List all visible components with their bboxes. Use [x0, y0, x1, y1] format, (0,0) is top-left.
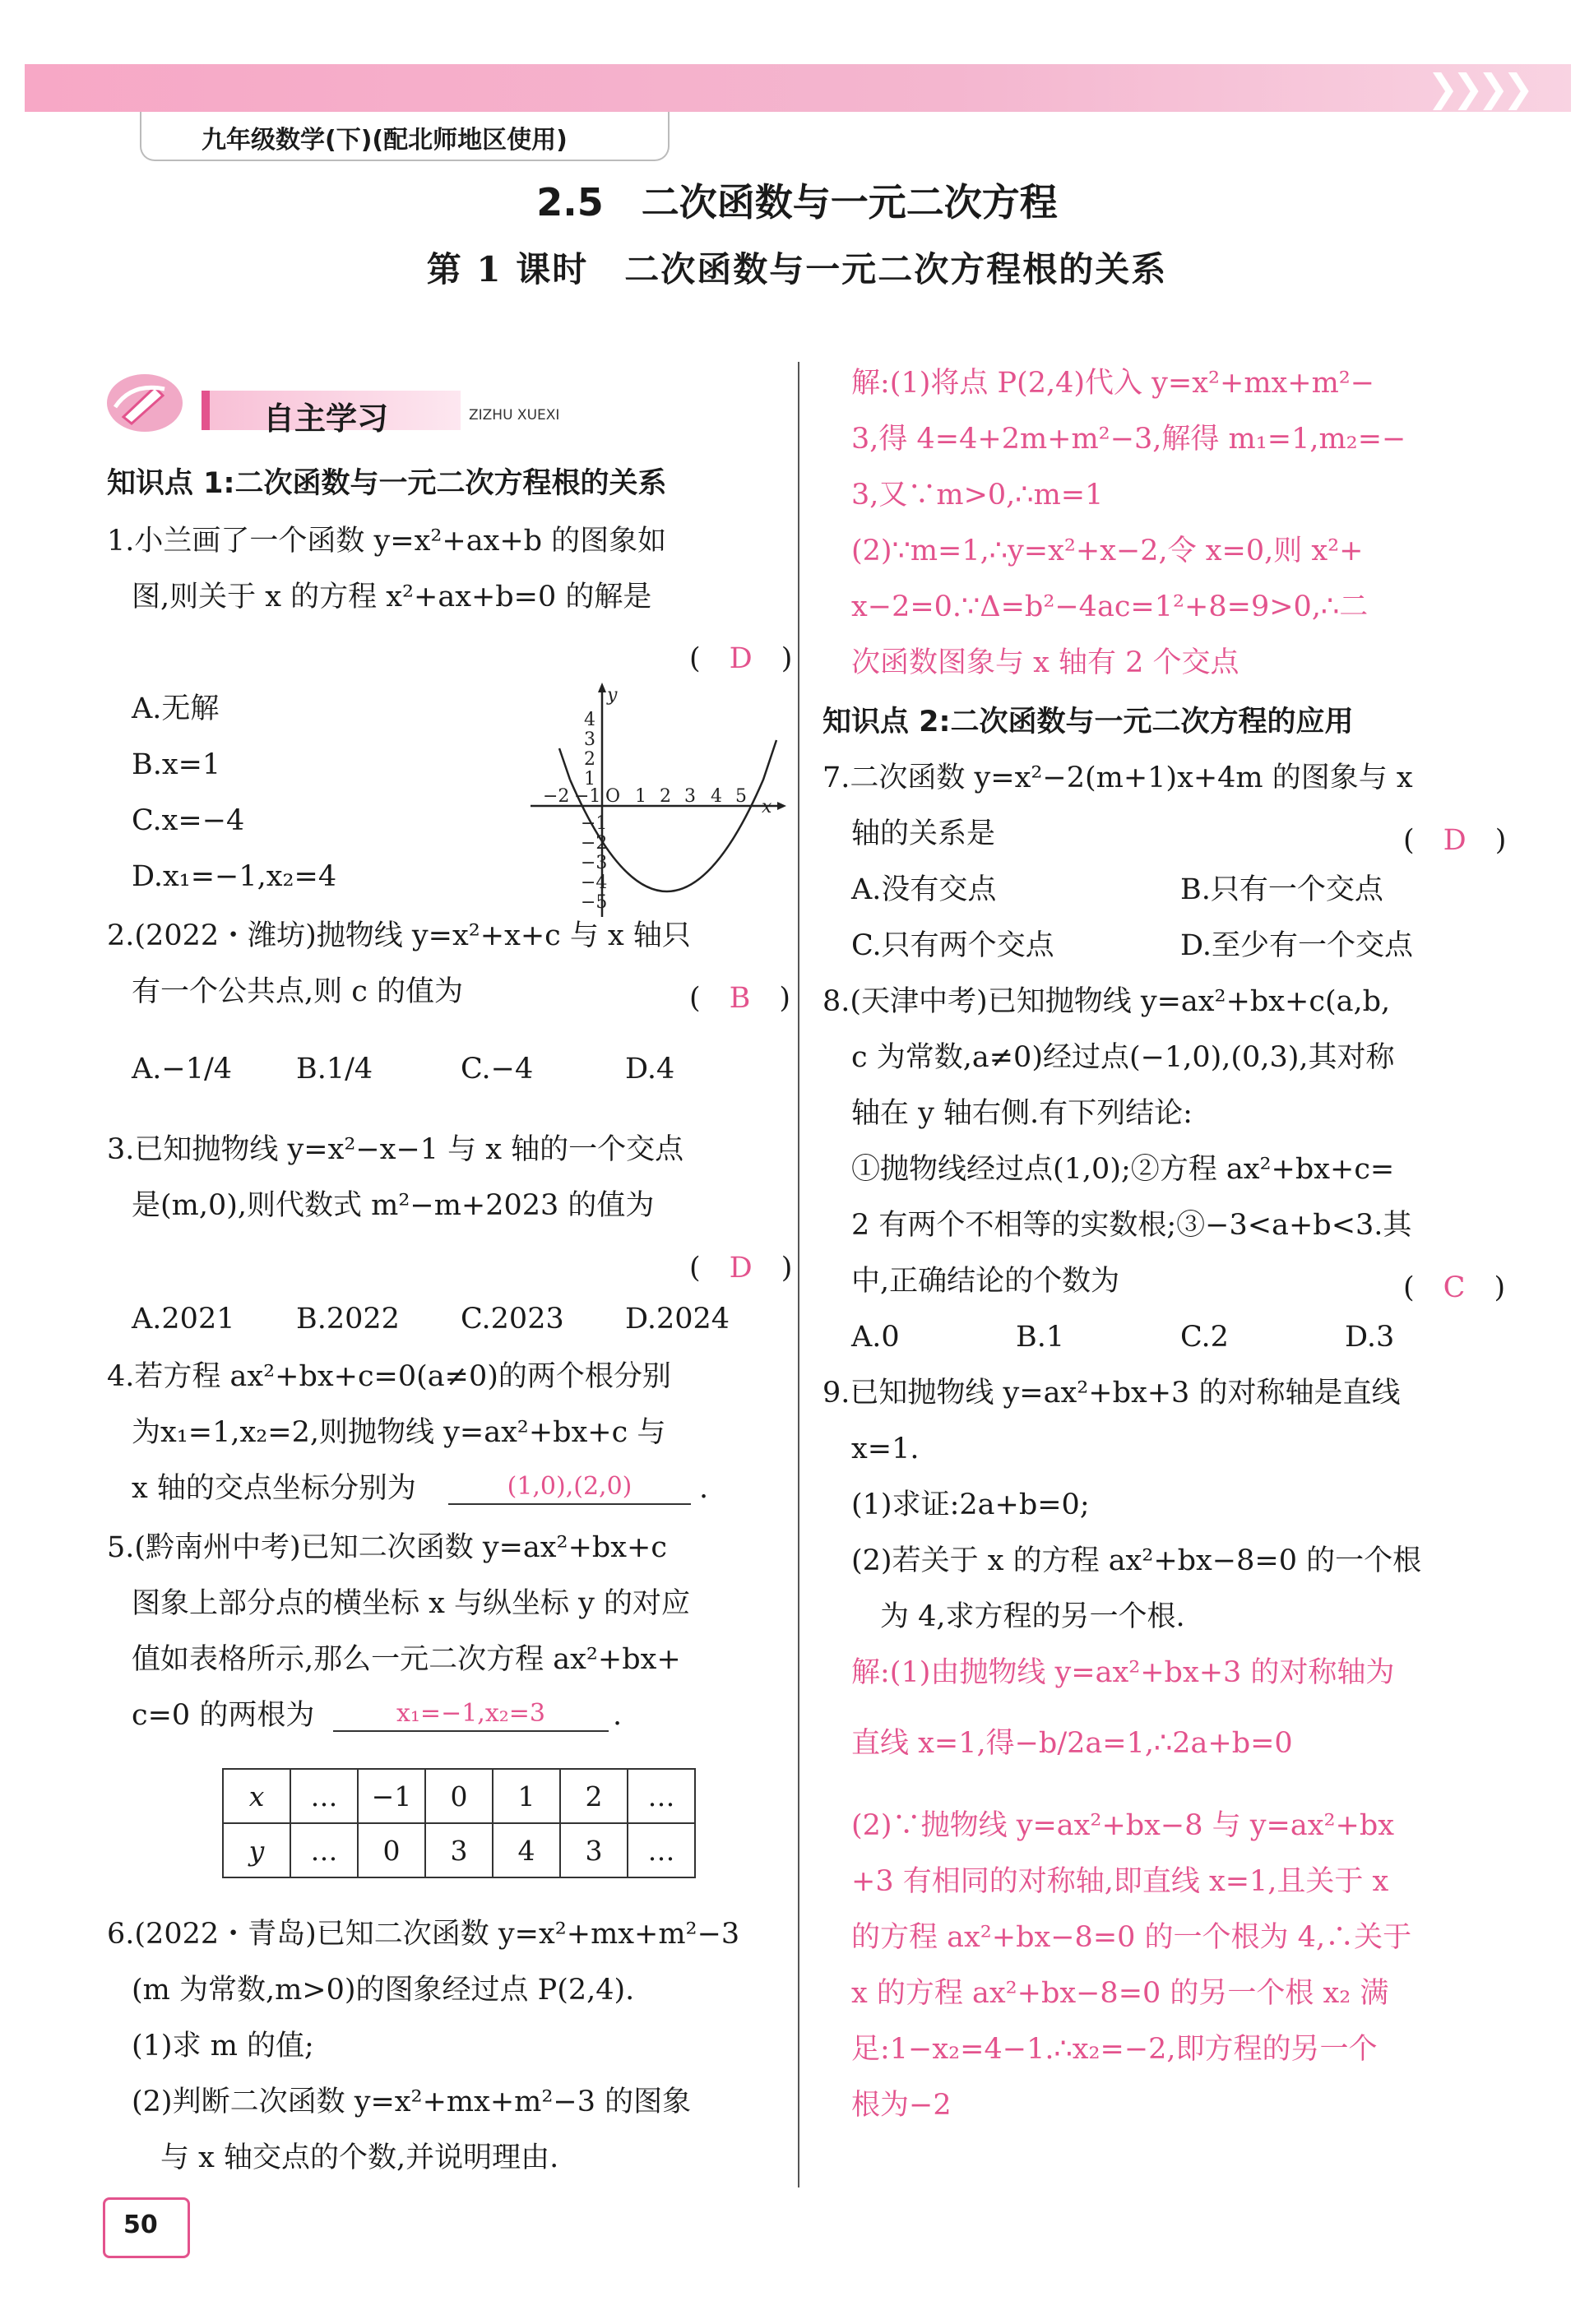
y-tick: 2 — [584, 749, 595, 770]
table-cell: x — [223, 1769, 290, 1823]
table-cell: 0 — [425, 1769, 493, 1823]
book-title: 九年级数学(下)(配北师地区使用) — [202, 126, 568, 155]
q9-solution-line: 解:(1)由抛物线 y=ax²+bx+3 的对称轴为 — [851, 1656, 1395, 1689]
q8-line: 8.(天津中考)已知抛物线 y=ax²+bx+c(a,b, — [822, 985, 1391, 1018]
q9-line: x=1. — [851, 1433, 920, 1465]
option: B.2022 — [296, 1303, 400, 1336]
option: A.−1/4 — [132, 1053, 233, 1086]
q3-line: 是(m,0),则代数式 m²−m+2023 的值为 — [132, 1189, 655, 1222]
period: . — [613, 1699, 623, 1732]
lesson-title: 第 1 课时 二次函数与一元二次方程根的关系 — [426, 249, 1168, 289]
answer-value: D — [729, 1252, 753, 1285]
option: C.x=−4 — [132, 804, 245, 837]
q2-line: 2.(2022・潍坊)抛物线 y=x²+x+c 与 x 轴只 — [107, 919, 691, 952]
y-axis-label: y — [607, 685, 618, 706]
option: A.无解 — [132, 692, 220, 725]
table-cell: −1 — [358, 1769, 425, 1823]
period: . — [699, 1472, 709, 1505]
option: B.1 — [1016, 1321, 1065, 1354]
pencil-badge-icon — [107, 374, 183, 432]
q8-line: 2 有两个不相等的实数根;③−3<a+b<3.其 — [851, 1209, 1412, 1242]
q6-solution-line: x−2=0.∵Δ=b²−4ac=1²+8=9>0,∴二 — [851, 590, 1369, 623]
q9-solution-line: +3 有相同的对称轴,即直线 x=1,且关于 x — [851, 1865, 1389, 1898]
q6-line: (m 为常数,m>0)的图象经过点 P(2,4). — [132, 1974, 635, 2007]
y-tick: −4 — [581, 873, 608, 893]
answer-value: B — [729, 982, 751, 1015]
q1-answer: ( D ) — [689, 642, 793, 675]
option: C.−4 — [461, 1053, 534, 1086]
chevrons-icon: ❯❯❯❯ — [1427, 66, 1528, 110]
q9-line: 为 4,求方程的另一个根. — [851, 1600, 1185, 1633]
q8-line: c 为常数,a≠0)经过点(−1,0),(0,3),其对称 — [851, 1041, 1395, 1074]
q6-solution-line: 解:(1)将点 P(2,4)代入 y=x²+mx+m²− — [851, 367, 1375, 400]
table-cell: y — [223, 1823, 290, 1877]
q6-solution-line: (2)∵m=1,∴y=x²+x−2,令 x=0,则 x²+ — [851, 535, 1364, 567]
table-cell: 1 — [493, 1769, 560, 1823]
q1-line: 图,则关于 x 的方程 x²+ax+b=0 的解是 — [132, 581, 652, 613]
q6-solution-line: 次函数图象与 x 轴有 2 个交点 — [851, 646, 1240, 679]
option: D.4 — [625, 1053, 675, 1086]
option: A.0 — [851, 1321, 900, 1354]
option: D.2024 — [625, 1303, 730, 1336]
q8-answer: ( C ) — [1403, 1271, 1506, 1304]
x-tick: O — [605, 786, 621, 807]
q6-line: 6.(2022・青岛)已知二次函数 y=x²+mx+m²−3 — [107, 1918, 740, 1951]
q7-answer: ( D ) — [1403, 824, 1507, 857]
q6-line: (2)判断二次函数 y=x²+mx+m²−3 的图象 — [132, 2086, 692, 2118]
y-tick: −3 — [581, 853, 608, 873]
parabola-left-arm — [559, 748, 570, 780]
q6-line: (1)求 m 的值; — [132, 2030, 314, 2062]
q9-line: 9.已知抛物线 y=ax²+bx+3 的对称轴是直线 — [822, 1377, 1401, 1410]
option: D.3 — [1345, 1321, 1395, 1354]
q4-line: 4.若方程 ax²+bx+c=0(a≠0)的两个根分别 — [107, 1360, 671, 1393]
x-tick: 2 — [660, 786, 671, 807]
x-tick: −1 — [574, 786, 601, 807]
q9-solution-line: 直线 x=1,得−b/2a=1,∴2a+b=0 — [851, 1727, 1293, 1760]
x-tick: 5 — [735, 786, 747, 807]
q3-line: 3.已知抛物线 y=x²−x−1 与 x 轴的一个交点 — [107, 1133, 684, 1166]
q5-line: c=0 的两根为 — [132, 1699, 315, 1732]
q6-solution-line: 3,又∵m>0,∴m=1 — [851, 479, 1104, 512]
q2-line: 有一个公共点,则 c 的值为 — [132, 975, 463, 1008]
q9-solution-line: 根为−2 — [851, 2089, 952, 2122]
q5-line: 图象上部分点的横坐标 x 与纵坐标 y 的对应 — [132, 1587, 691, 1620]
table-cell: … — [628, 1769, 695, 1823]
q6-line: 与 x 轴交点的个数,并说明理由. — [132, 2141, 559, 2174]
table-row — [223, 1769, 695, 1823]
section-heading-en: ZIZHU XUEXI — [469, 407, 560, 424]
y-tick: 3 — [584, 729, 595, 750]
table-cell: … — [290, 1769, 358, 1823]
q5-line: 5.(黔南州中考)已知二次函数 y=ax²+bx+c — [107, 1531, 667, 1564]
q5-fill-blank: x₁=−1,x₂=3 — [333, 1699, 609, 1732]
x-tick: 1 — [635, 786, 646, 807]
y-tick: 1 — [584, 769, 595, 789]
answer-value: D — [1443, 824, 1467, 857]
x-axis-label: x — [762, 797, 772, 817]
option: C.2 — [1180, 1321, 1229, 1354]
option: B.1/4 — [296, 1053, 373, 1086]
q1-line: 1.小兰画了一个函数 y=x²+ax+b 的图象如 — [107, 525, 667, 558]
option: D.至少有一个交点 — [1180, 929, 1413, 962]
table-cell: 4 — [493, 1823, 560, 1877]
option: C.只有两个交点 — [851, 929, 1054, 962]
q9-solution-line: 足:1−x₂=4−1.∴x₂=−2,即方程的另一个 — [851, 2033, 1378, 2066]
q4-line: 为x₁=1,x₂=2,则抛物线 y=ax²+bx+c 与 — [132, 1416, 666, 1449]
table-cell: … — [290, 1823, 358, 1877]
table-cell: 2 — [560, 1769, 628, 1823]
q8-line: ①抛物线经过点(1,0);②方程 ax²+bx+c= — [851, 1153, 1395, 1186]
q9-line: (1)求证:2a+b=0; — [851, 1488, 1090, 1521]
q4-fill-blank: (1,0),(2,0) — [448, 1472, 691, 1505]
option: B.x=1 — [132, 748, 221, 781]
q5-line: 值如表格所示,那么一元二次方程 ax²+bx+ — [132, 1643, 681, 1676]
q2-answer: ( B ) — [689, 982, 791, 1015]
table-row — [223, 1823, 695, 1877]
y-axis-arrow — [598, 683, 606, 692]
table-cell: 3 — [560, 1823, 628, 1877]
option: A.没有交点 — [851, 873, 997, 906]
knowledge-point-1: 知识点 1:二次函数与一元二次方程根的关系 — [107, 467, 667, 500]
y-tick: −2 — [581, 833, 608, 854]
page-number: 50 — [123, 2211, 158, 2239]
q7-line: 轴的关系是 — [851, 817, 996, 850]
knowledge-point-2: 知识点 2:二次函数与一元二次方程的应用 — [822, 706, 1354, 738]
section-heading: 自主学习 — [263, 400, 389, 437]
x-axis-arrow — [777, 802, 786, 810]
q3-answer: ( D ) — [689, 1252, 793, 1285]
y-tick: −5 — [581, 892, 608, 913]
option: A.2021 — [132, 1303, 235, 1336]
x-tick: 3 — [684, 786, 696, 807]
answer-value: C — [1443, 1271, 1466, 1304]
y-tick: −1 — [581, 813, 608, 834]
q6-solution-line: 3,得 4=4+2m+m²−3,解得 m₁=1,m₂=− — [851, 423, 1406, 456]
table-cell: 3 — [425, 1823, 493, 1877]
q9-solution-line: 的方程 ax²+bx−8=0 的一个根为 4,∴关于 — [851, 1921, 1412, 1954]
table-cell: 0 — [358, 1823, 425, 1877]
table-cell: … — [628, 1823, 695, 1877]
y-tick: 4 — [584, 710, 595, 730]
column-divider — [798, 362, 799, 2187]
q9-line: (2)若关于 x 的方程 ax²+bx−8=0 的一个根 — [851, 1544, 1422, 1577]
option: B.只有一个交点 — [1180, 873, 1383, 906]
option: D.x₁=−1,x₂=4 — [132, 860, 337, 893]
q7-line: 7.二次函数 y=x²−2(m+1)x+4m 的图象与 x — [822, 762, 1413, 794]
x-tick: −2 — [543, 786, 570, 807]
q4-line: x 轴的交点坐标分别为 — [132, 1472, 416, 1505]
q8-line: 中,正确结论的个数为 — [851, 1265, 1120, 1298]
parabola-graph — [526, 683, 790, 921]
q9-solution-line: (2)∵抛物线 y=ax²+bx−8 与 y=ax²+bx — [851, 1809, 1394, 1842]
value-table — [222, 1768, 696, 1878]
header-band — [25, 64, 1571, 112]
x-tick: 4 — [711, 786, 722, 807]
option: C.2023 — [461, 1303, 564, 1336]
section-title: 2.5 二次函数与一元二次方程 — [536, 180, 1058, 225]
q9-solution-line: x 的方程 ax²+bx−8=0 的另一个根 x₂ 满 — [851, 1977, 1389, 2010]
q8-line: 轴在 y 轴右侧.有下列结论: — [851, 1097, 1193, 1130]
answer-value: D — [729, 642, 753, 675]
